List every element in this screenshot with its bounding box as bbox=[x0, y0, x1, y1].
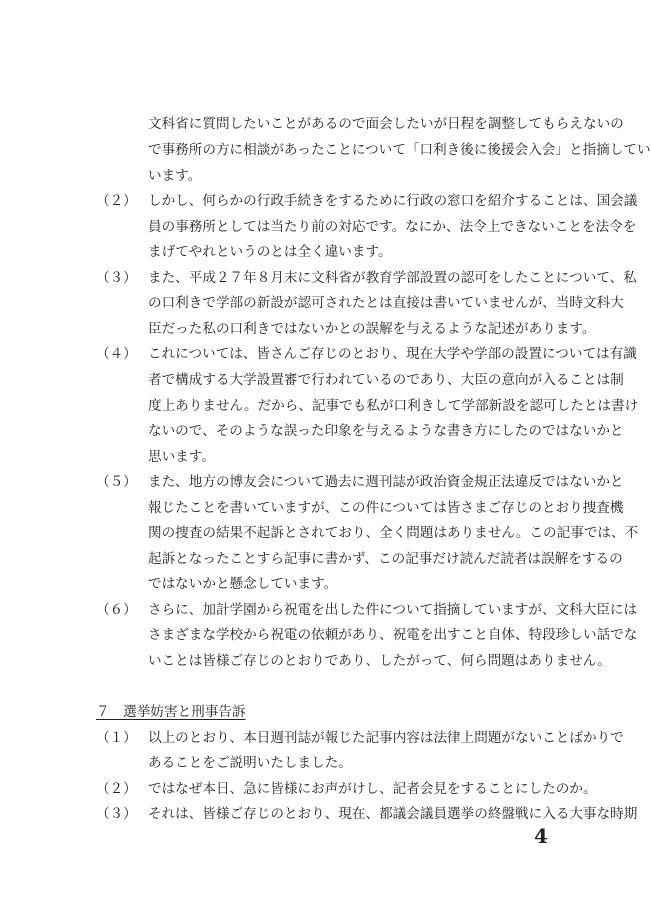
item-line: 思います。 bbox=[148, 449, 215, 465]
item-number: （１） bbox=[96, 730, 137, 746]
intro-line: 文科省に質問したいことがあるので面会したいが日程を調整してもらえないの bbox=[148, 116, 624, 132]
section-heading: ７ 選挙妨害と刑事告訴 bbox=[96, 704, 246, 720]
item-line: しかし、何らかの行政手続きをするために行政の窓口を紹介することは、国会議 bbox=[148, 193, 638, 209]
intro-line: います。 bbox=[148, 168, 202, 184]
item-line: 度上ありません。だから、記事でも私が口利きして学部新設を認可したとは書け bbox=[148, 398, 639, 414]
item-line: さまざまな学校から祝電の依頼があり、祝電を出すこと自体、特段珍しい話でな bbox=[148, 627, 638, 643]
item-line: 臣だった私の口利きではないかとの誤解を与えるような記述があります。 bbox=[148, 321, 596, 337]
item-line: あることをご説明いたしました。 bbox=[148, 755, 352, 771]
item-line: 以上のとおり、本日週刊誌が報じた記事内容は法律上問題がないことばかりで bbox=[148, 730, 624, 746]
item-number: （２） bbox=[96, 781, 137, 797]
item-line: それは、皆様ご存じのとおり、現在、都議会議員選挙の終盤戦に入る大事な時期 bbox=[148, 806, 638, 822]
intro-line: で事務所の方に相談があったことについて「口利き後に後援会入会」と指摘してい bbox=[148, 142, 651, 158]
item-number: （２） bbox=[96, 193, 137, 209]
item-line: 起訴となったことすら記事に書かず、この記事だけ読んだ読者は誤解をするの bbox=[148, 551, 623, 567]
item-line: また、平成２７年８月末に文科省が教育学部設置の認可をしたことについて、私 bbox=[148, 270, 637, 286]
item-line: ではなぜ本日、急に皆様にお声がけし、記者会見をすることにしたのか。 bbox=[148, 781, 597, 797]
item-line: これについては、皆さんご存じのとおり、現在大学や学部の設置については有識 bbox=[148, 346, 637, 362]
item-line: ではないかと懸念しています。 bbox=[148, 576, 338, 592]
item-number: （３） bbox=[96, 806, 137, 822]
item-number: （３） bbox=[96, 270, 137, 286]
item-line: まげてやれというのとは全く違います。 bbox=[148, 244, 392, 260]
item-line: 報じたことを書いていますが、この件については皆さまご存じのとおり捜査機 bbox=[148, 500, 624, 516]
item-line: 員の事務所としては当たり前の対応です。なにか、法令上できないことを法令を bbox=[148, 219, 637, 235]
item-line: 者で構成する大学設置審で行われているのであり、大臣の意向が入ることは制 bbox=[148, 372, 624, 388]
page-number: 4 bbox=[534, 824, 548, 848]
item-line: いことは皆様ご存じのとおりであり、したがって、何ら問題はありません。 bbox=[148, 653, 611, 669]
item-number: （４） bbox=[96, 346, 137, 362]
item-line: さらに、加計学園から祝電を出した件について指摘していますが、文科大臣には bbox=[148, 602, 638, 618]
item-line: 関の捜査の結果不起訴とされており、全く問題はありません。この記事では、不 bbox=[148, 525, 639, 541]
item-number: （５） bbox=[96, 474, 137, 490]
item-line: ないので、そのような誤った印象を与えるような書き方にしたのではないかと bbox=[148, 423, 624, 439]
item-line: また、地方の博友会について過去に週刊誌が政治資金規正法違反ではないかと bbox=[148, 474, 624, 490]
item-line: の口利きで学部の新設が認可されたとは直接は書いていませんが、当時文科大 bbox=[148, 295, 624, 311]
item-number: （６） bbox=[96, 602, 137, 618]
